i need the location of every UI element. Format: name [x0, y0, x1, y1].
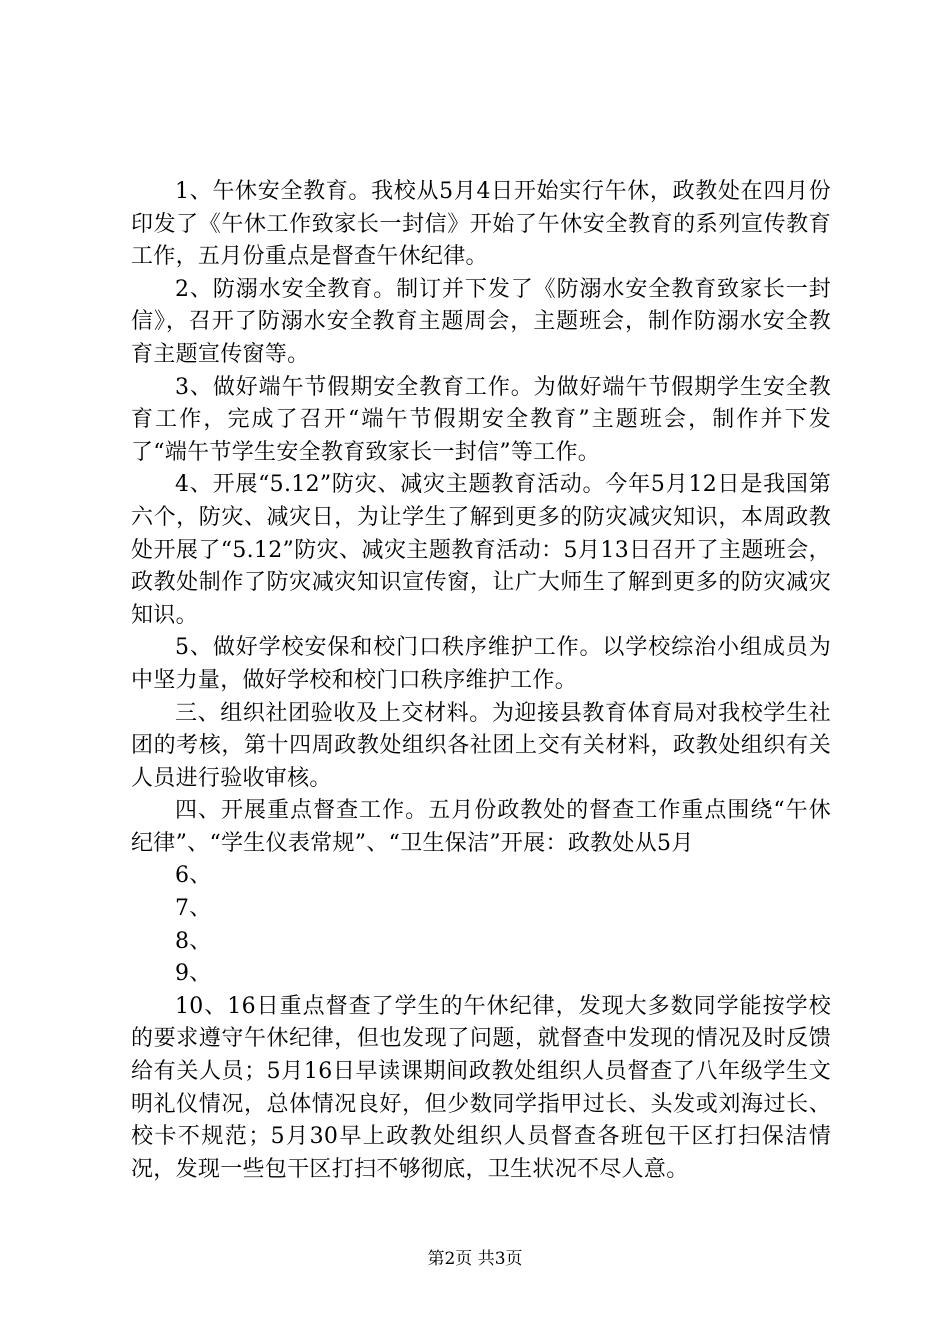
paragraph-campus-security: 5、做好学校安保和校门口秩序维护工作。以学校综治小组成员为中坚力量，做好学校和校门口秩序维护工作。 [131, 635, 831, 693]
list-item: 9、 [175, 961, 212, 987]
paragraph-key-supervision: 四、开展重点督查工作。五月份政教处的督查工作重点围绕“午休纪律”、“学生仪表常规”、“卫生保洁”开展：政教处从5月 [131, 798, 831, 856]
paragraph-noon-rest-safety: 1、午休安全教育。我校从5月4日开始实行午休，政教处在四月份印发了《午休工作致家长一封信》开始了午休安全教育的系列宣传教育工作，五月份重点是督查午休纪律。 [131, 179, 831, 270]
paragraph-disaster-prevention: 4、开展“5.12”防灾、减灾主题教育活动。今年5月12日是我国第六个，防灾、减灾日，为让学生了解到更多的防灾减灾知识，本周政教处开展了“5.12”防灾、减灾主题教育活动：5月13日召开了主题班会，政教处制作了防灾减灾知识宣传窗，让广大师生了解到更多的防灾减灾知识。 [131, 472, 831, 628]
page-footer: 第2页 共3页 [427, 1249, 523, 1269]
paragraph-supervision-findings: 10、16日重点督查了学生的午休纪律，发现大多数同学能按学校的要求遵守午休纪律，但也发现了问题，就督查中发现的情况及时反馈给有关人员；5月16日早读课期间政教处组织人员督查了八年级学生文明礼仪情况，总体情况良好，但少数同学指甲过长、头发或刘海过长、校卡不规范；5月30早上政教处组织人员督查各班包干区打扫保洁情况，发现一些包干区打扫不够彻底，卫生状况不尽人意。 [131, 993, 831, 1182]
list-item: 7、 [175, 896, 212, 922]
paragraph-club-inspection: 三、组织社团验收及上交材料。为迎接县教育体育局对我校学生社团的考核，第十四周政教处组织各社团上交有关材料，政教处组织有关人员进行验收审核。 [131, 700, 831, 791]
list-item: 8、 [175, 928, 212, 954]
list-item: 6、 [175, 863, 212, 889]
paragraph-drowning-safety: 2、防溺水安全教育。制订并下发了《防溺水安全教育致家长一封信》，召开了防溺水安全教育主题周会，主题班会，制作防溺水安全教育主题宣传窗等。 [131, 276, 831, 367]
document-body [131, 176, 831, 1186]
paragraph-dragon-boat-safety: 3、做好端午节假期安全教育工作。为做好端午节假期学生安全教育工作，完成了召开“端午节假期安全教育”主题班会，制作并下发了“端午节学生安全教育致家长一封信”等工作。 [131, 374, 831, 465]
